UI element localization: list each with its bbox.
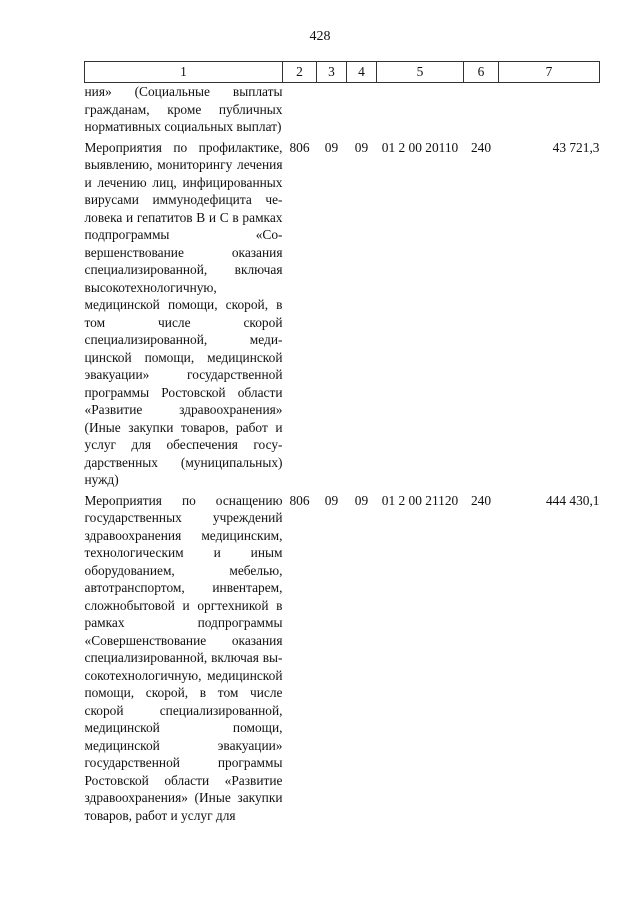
column-header-7: 7 bbox=[499, 62, 600, 83]
row-target: 01 2 00 20110 bbox=[381, 139, 459, 155]
budget-table bbox=[84, 61, 600, 824]
row-code: 806 bbox=[289, 139, 310, 155]
row-description: Мероприятия по оснащению государственных учреждений здравоохранения медицинским, технологическим и иным оборудованием, мебелью, автотранспортом, инвентарем, сложнобытовой и оргтехникой в рамках подпрограммы «Совершенствование оказания специализированной, включая высокотехнологичную, медицинской помощи, скорой, в том числе скорой специализированной, медицинской помощи, медицинской эвакуации» государственной программы Ростовской области «Развитие здравоохранения» (Иные закупки товаров, работ и услуг для bbox=[84, 492, 283, 823]
row-amount: 43 721,3 bbox=[552, 139, 600, 155]
table-row bbox=[85, 83, 600, 136]
column-number-header bbox=[85, 62, 600, 83]
table-row bbox=[85, 489, 600, 825]
row-target: 01 2 00 21120 bbox=[381, 492, 459, 508]
column-header-5: 5 bbox=[377, 62, 464, 83]
row-code: 806 bbox=[289, 492, 310, 508]
row-section: 09 bbox=[324, 139, 339, 155]
row-expense-type bbox=[464, 83, 499, 136]
column-header-4: 4 bbox=[347, 62, 377, 83]
row-section: 09 bbox=[324, 492, 339, 508]
row-subsection bbox=[347, 83, 377, 136]
column-header-1: 1 bbox=[85, 62, 283, 83]
column-header-6: 6 bbox=[464, 62, 499, 83]
table-row bbox=[85, 136, 600, 489]
column-header-3: 3 bbox=[317, 62, 347, 83]
row-target bbox=[377, 83, 464, 136]
page-number: 428 bbox=[309, 29, 331, 44]
row-section bbox=[317, 83, 347, 136]
column-header-2: 2 bbox=[283, 62, 317, 83]
row-description: ния» (Социальные выплаты гражданам, кроме публичных нормативных социальных выплат) bbox=[84, 84, 283, 134]
row-subsection: 09 bbox=[354, 492, 369, 508]
row-amount: 444 430,1 bbox=[545, 492, 600, 508]
row-code bbox=[283, 83, 317, 136]
row-amount bbox=[499, 83, 600, 136]
row-expense-type: 240 bbox=[470, 139, 492, 155]
row-description: Мероприятия по профилактике, выявлению, мониторингу лечения и лечению лиц, инфицированных вирусами иммунодефицита человека и гепатитов В и С в рамках подпрограммы «Совершенствование оказания специализированной, включая высокотехнологичную, медицинской помощи, скорой, в том числе скорой специализированной, медицинской помощи, медицинской эвакуации» государственной программы Ростовской области «Развитие здравоохранения» (Иные закупки товаров, работ и услуг для обеспечения государственных (муниципальных) нужд) bbox=[84, 139, 283, 487]
row-subsection: 09 bbox=[354, 139, 369, 155]
row-expense-type: 240 bbox=[470, 492, 492, 508]
